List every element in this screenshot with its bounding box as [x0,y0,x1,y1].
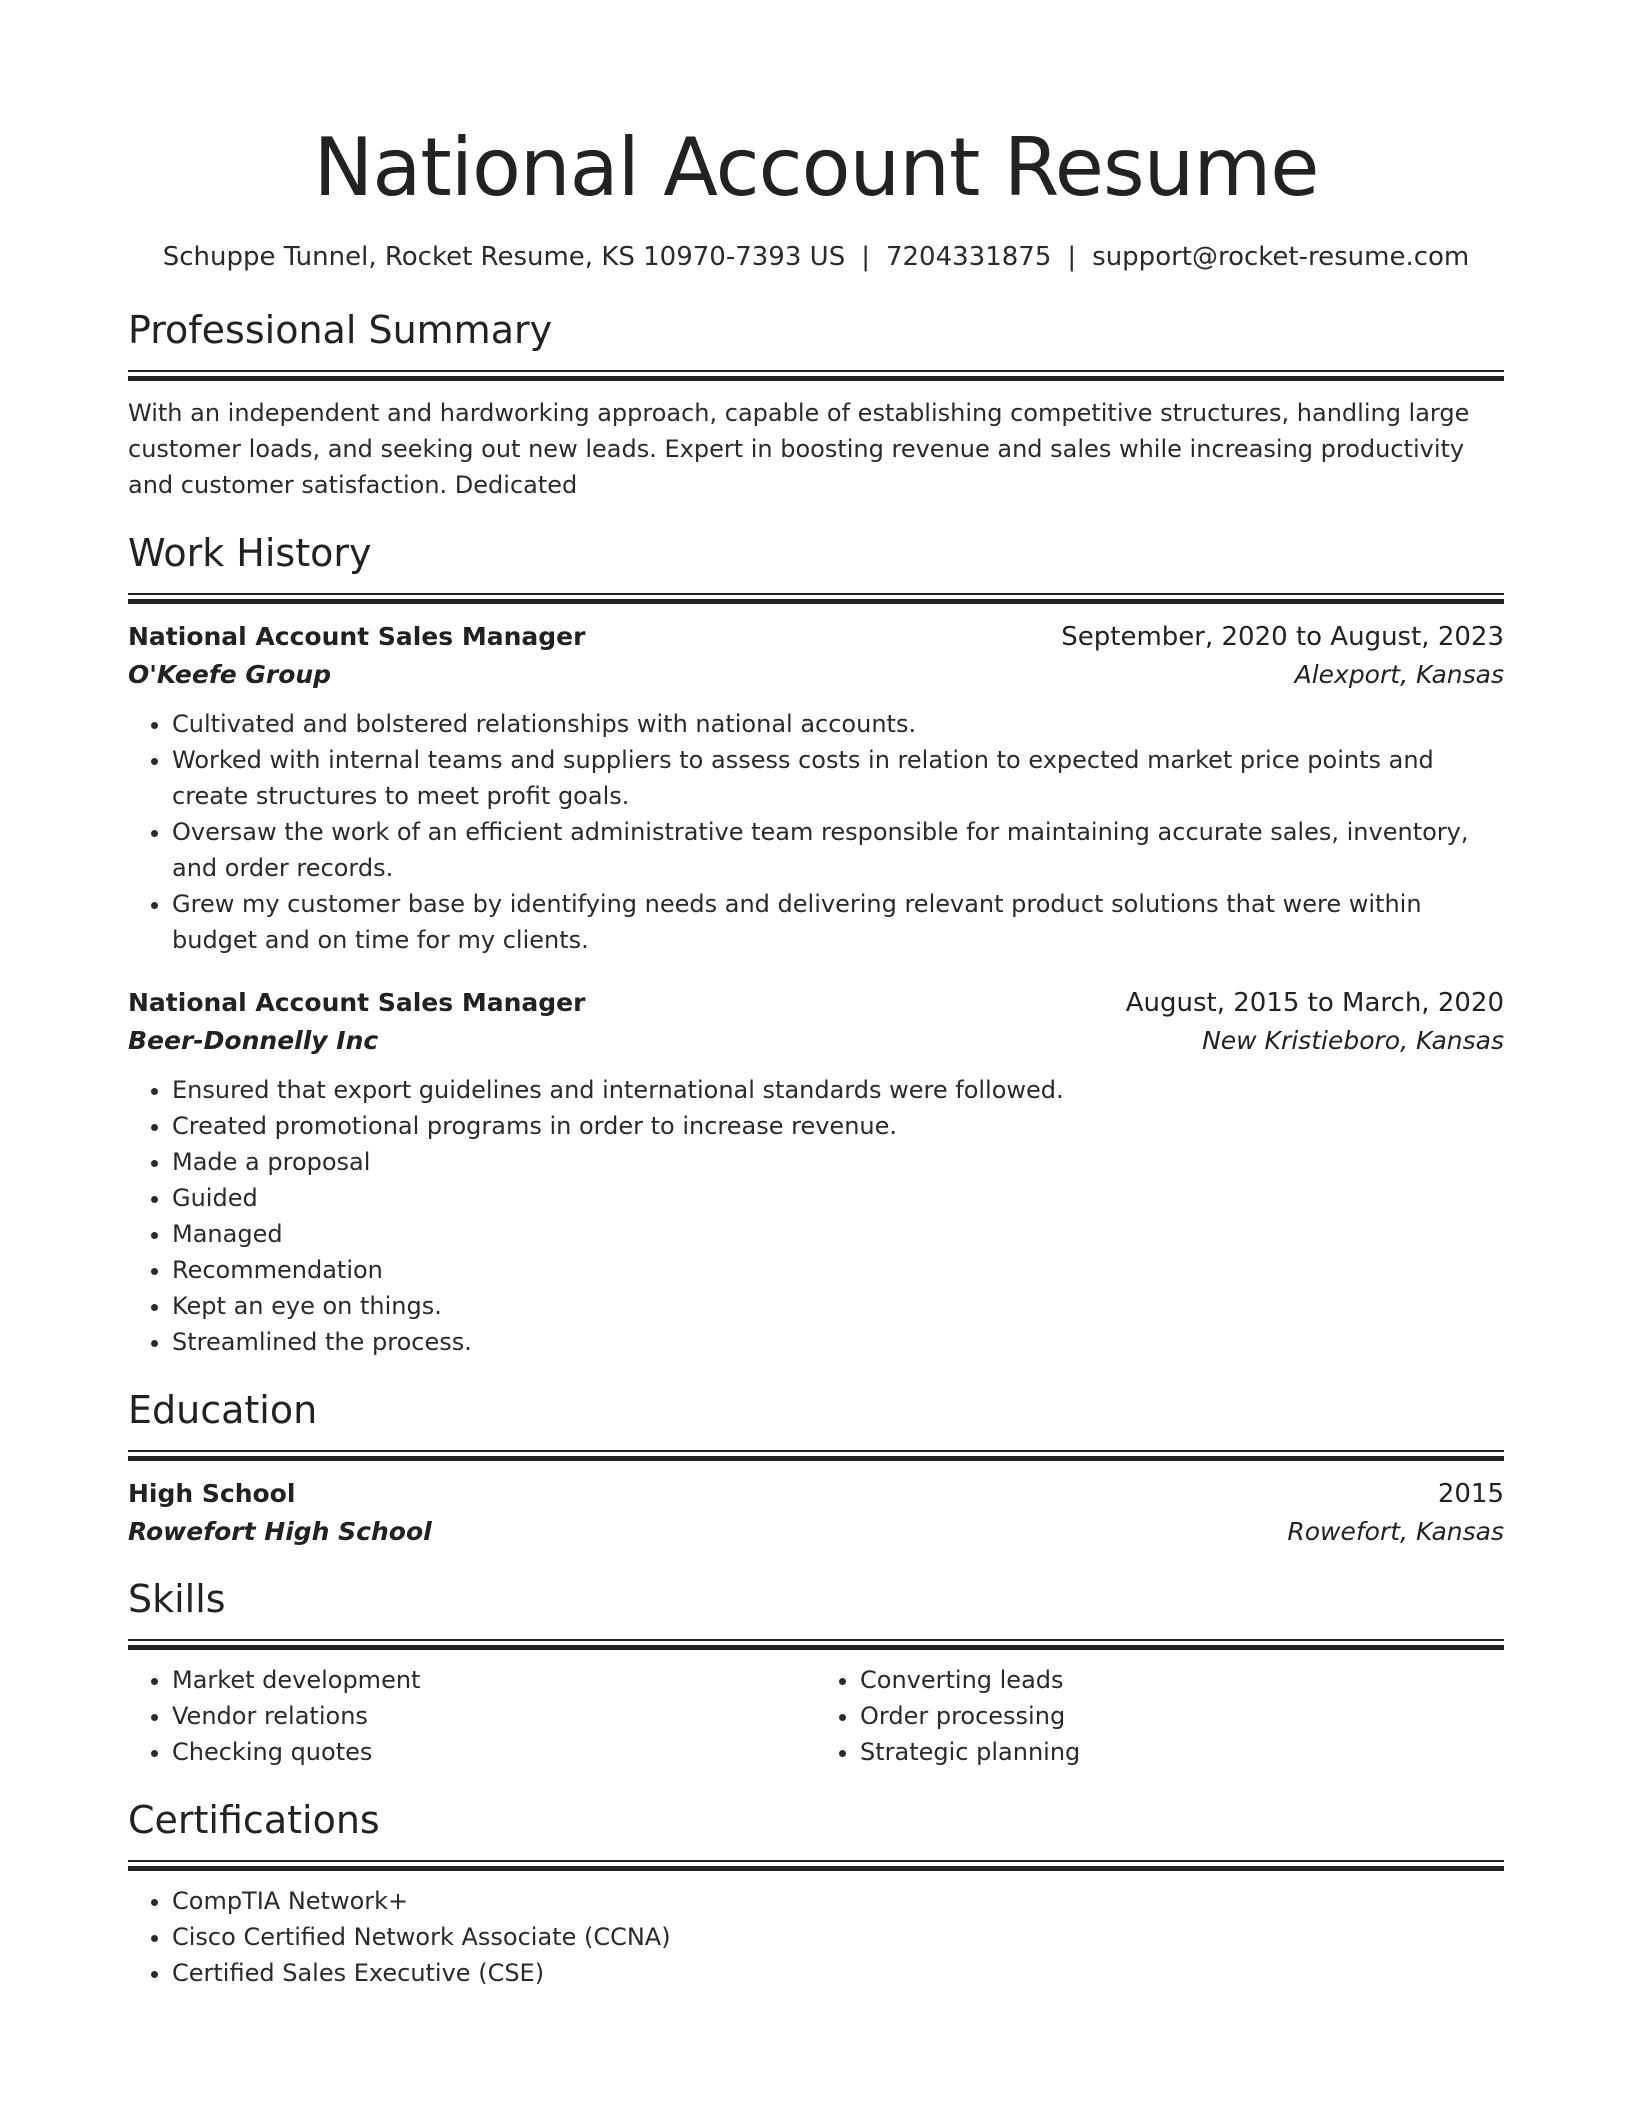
job-bullet: • Kept an eye on things. [172,1288,1504,1324]
skills-section [128,1575,1504,1770]
job-company-row [128,656,1504,694]
summary-text: With an independent and hardworking approach, capable of establishing competitive structures, handling large customer loads, and seeking out new leads. Expert in boosting revenue and sales while increasing productivity and customer satisfaction. Dedicated [128,399,1470,499]
job-bullet: • Grew my customer base by identifying needs and delivering relevant product solutions that were within budget and on time for my clients. [172,886,1504,958]
certification-item: • Certified Sales Executive (CSE) [172,1955,1504,1991]
job-dates: August, 2015 to March, 2020 [1125,988,1504,1018]
education-section [128,1386,1504,1551]
job-header-row [128,618,1504,656]
skills-list-left [128,1662,816,1770]
skills-heading: Skills [128,1577,226,1621]
job-bullet: • Streamlined the process. [172,1324,1504,1360]
job-bullet: • Guided [172,1180,1504,1216]
job-entry [128,984,1504,1360]
job-location: New Kristieboro, Kansas [1202,1026,1504,1055]
job-company-row [128,1022,1504,1060]
work-history-heading: Work History [128,531,372,575]
contact-separator: | [861,242,870,272]
skill-item: • Strategic planning [860,1734,1504,1770]
summary-heading: Professional Summary [128,308,553,352]
skill-item: • Vendor relations [172,1698,816,1734]
job-bullet: • Cultivated and bolstered relationships with national accounts. [172,706,1504,742]
skill-item: • Checking quotes [172,1734,816,1770]
education-year: 2015 [1437,1479,1504,1509]
education-location: Rowefort, Kansas [1287,1517,1504,1546]
contact-separator: | [1067,242,1077,272]
job-company: Beer-Donnelly Inc [128,1026,379,1055]
section-divider [128,1860,1504,1871]
education-heading: Education [128,1388,318,1432]
section-divider [128,1450,1504,1461]
contact-line [128,240,1504,274]
job-bullet-list [128,706,1504,958]
work-history-section [128,529,1504,1360]
skill-item: • Order processing [860,1698,1504,1734]
certification-item: • Cisco Certified Network Associate (CCNA) [172,1919,1504,1955]
job-company: O'Keefe Group [128,660,332,689]
section-divider [128,593,1504,604]
job-bullet: • Worked with internal teams and suppliers to assess costs in relation to expected market price points and create structures to meet profit goals. [172,742,1504,814]
job-bullet: • Recommendation [172,1252,1504,1288]
education-school-row [128,1513,1504,1551]
job-bullet: • Oversaw the work of an efficient administrative team responsible for maintaining accurate sales, inventory, and order records. [172,814,1504,886]
job-dates: September, 2020 to August, 2023 [1061,622,1504,652]
education-degree: High School [128,1479,296,1508]
job-header-row [128,984,1504,1022]
contact-phone: 7204331875 [885,242,1052,272]
summary-section [128,306,1504,503]
certifications-heading: Certifications [128,1798,380,1842]
section-divider [128,1639,1504,1650]
certifications-section [128,1796,1504,1991]
job-bullet-list [128,1072,1504,1360]
contact-email: support@rocket-resume.com [1092,242,1470,272]
job-title: National Account Sales Manager [128,988,586,1017]
job-bullet: • Created promotional programs in order to increase revenue. [172,1108,1504,1144]
skills-list-right [816,1662,1504,1770]
education-header-row [128,1475,1504,1513]
certification-item: • CompTIA Network+ [172,1883,1504,1919]
job-bullet: • Ensured that export guidelines and international standards were followed. [172,1072,1504,1108]
job-location: Alexport, Kansas [1294,660,1504,689]
contact-address: Schuppe Tunnel, Rocket Resume, KS 10970-7393 US [162,242,846,272]
job-entry [128,618,1504,958]
education-school: Rowefort High School [128,1517,432,1546]
job-title: National Account Sales Manager [128,622,586,651]
education-entry [128,1475,1504,1551]
job-bullet: • Made a proposal [172,1144,1504,1180]
skills-grid [128,1650,1504,1770]
certifications-list [128,1883,1504,1991]
section-divider [128,370,1504,381]
skill-item: • Market development [172,1662,816,1698]
job-bullet: • Managed [172,1216,1504,1252]
resume-title: National Account Resume [313,121,1319,214]
skill-item: • Converting leads [860,1662,1504,1698]
